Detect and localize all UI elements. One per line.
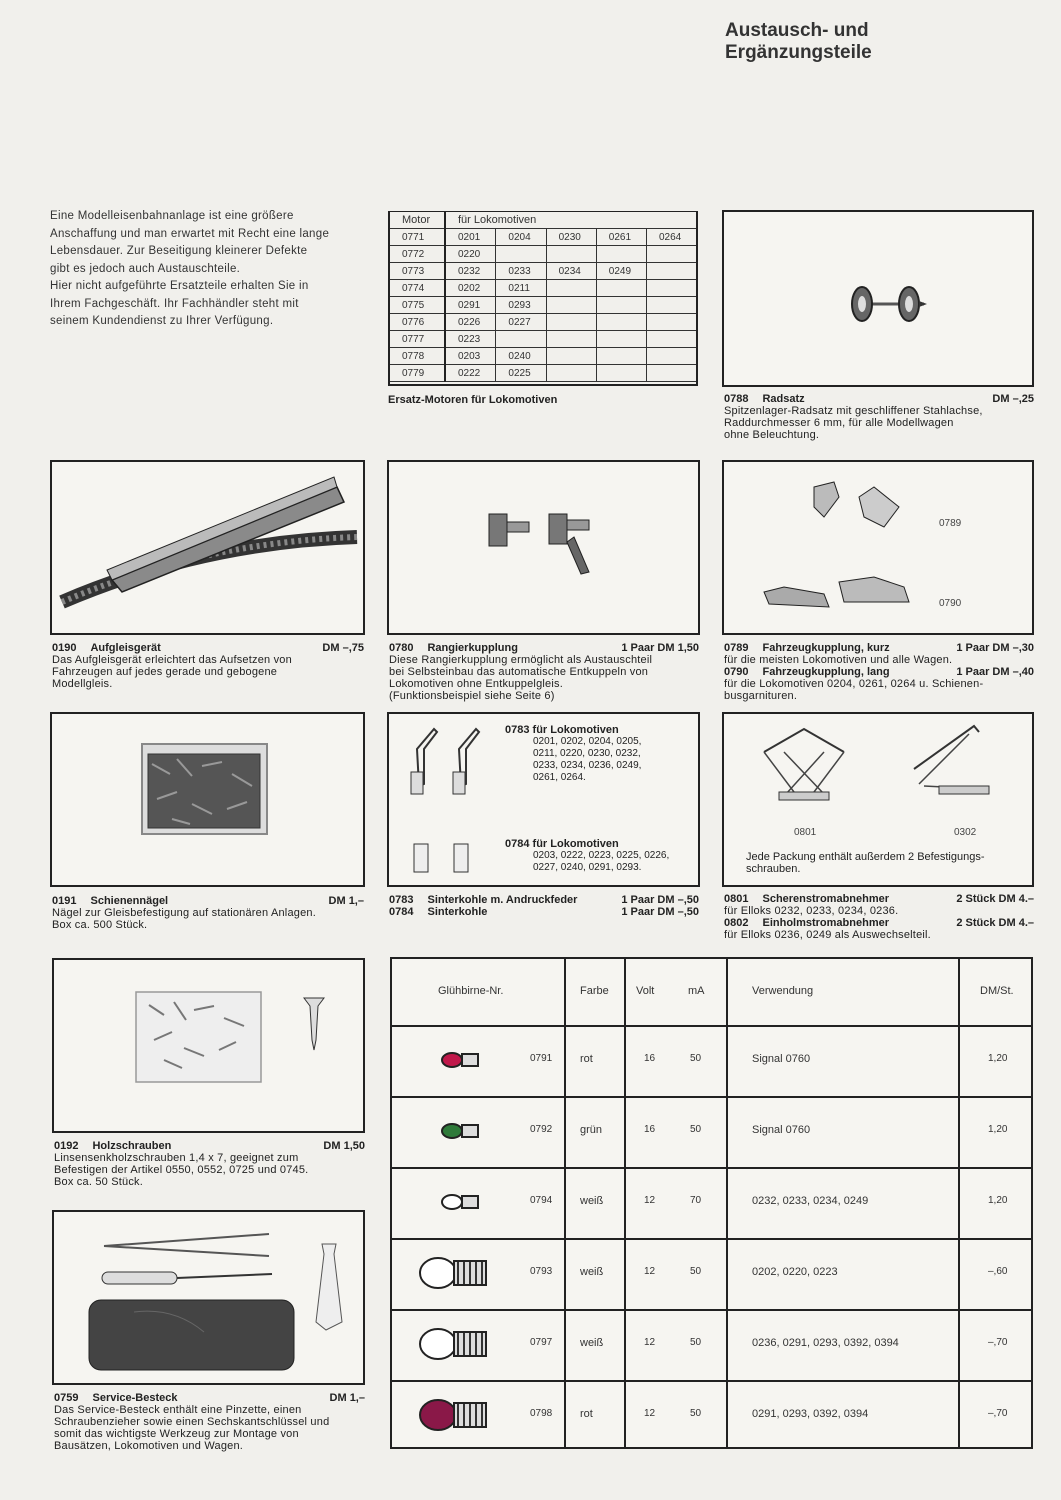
table-cell: 0232 [445, 263, 496, 280]
table-cell: 0225 [496, 365, 546, 382]
table-row [392, 1096, 1031, 1169]
table-cell: –,70 [988, 1408, 1008, 1419]
vehicle-coupler-image-frame [722, 460, 1034, 635]
table-row [392, 1025, 1031, 1098]
table-cell: 0293 [496, 297, 546, 314]
table-cell [546, 246, 596, 263]
wood-screws-image-frame [52, 958, 365, 1133]
table-cell [496, 331, 546, 348]
shunting-coupler-image [389, 462, 698, 633]
table-cell: 0249 [596, 263, 646, 280]
table-cell: 0220 [445, 246, 496, 263]
block-0783: 0783 für Lokomotiven 0201, 0202, 0204, 0205, 0211, 0220, 0230, 0232, 0233, 0234, 0236, 0249, 0261, 0264. [505, 724, 642, 783]
track-nails-image-frame [50, 712, 365, 887]
table-cell: 16 [644, 1053, 656, 1064]
product-0789-0790: 0789 Fahrzeugkupplung, kurz 1 Paar DM –,30 für die meisten Lokomotiven und alle Wagen. 0790 Fahrzeugkupplung, lang 1 Paar DM –,40 für die Lokomotiven 0204, 0261, 0264 u. Schienen- busgarnituren. [724, 642, 1034, 702]
table-cell: 0261 [596, 229, 646, 246]
product-0192: 0192 Holzschrauben DM 1,50 Linsensenkholzschrauben 1,4 x 7, geeignet zum Befestigen der Artikel 0550, 0552, 0725 und 0745. Box ca. 50 Stück. [54, 1140, 365, 1188]
table-cell: 1,20 [988, 1124, 1008, 1135]
table-cell [546, 348, 596, 365]
table-cell [596, 365, 646, 382]
pantograph-note: Jede Packung enthält außerdem 2 Befestigungs- schrauben. [746, 851, 985, 875]
table-cell [646, 297, 696, 314]
table-row [390, 280, 696, 297]
intro-text: Eine Modelleisenbahnanlage ist eine größere Anschaffung und man erwartet mit Recht eine lange Lebensdauer. Zur Beseitigung kleinerer Defekte gibt es jedoch auch Austauschteile. Hier nicht aufgeführte Ersatzteile erhalten Sie in Ihrem Fachgeschäft. Ihr Fachhändler steht mit seinem Kundendienst zu Ihrer Verfügung. [50, 210, 330, 327]
product-0780: 0780 Rangierkupplung 1 Paar DM 1,50 Diese Rangierkupplung ermöglicht als Austauschteil bei Selbsteinbau das automatische Entkuppeln von Lokomotiven ohne Entkuppelgleis. (Funktionsbeispiel siehe Seite 6) [389, 642, 699, 702]
bulb-table-header: Glühbirne-Nr. Farbe Volt mA Verwendung DM/St. [392, 959, 1031, 1027]
table-cell: 0226 [445, 314, 496, 331]
label-0789: 0789 [939, 518, 962, 529]
table-cell: 0203 [445, 348, 496, 365]
table-cell: Signal 0760 [752, 1053, 811, 1065]
table-cell [646, 314, 696, 331]
table-cell: 0264 [646, 229, 696, 246]
bulb-icon [412, 1177, 502, 1227]
table-cell [546, 297, 596, 314]
table-row [390, 297, 696, 314]
bulb-icon [412, 1035, 502, 1085]
table-header: Motor für Lokomotiven [390, 212, 696, 229]
table-cell [646, 263, 696, 280]
product-0788: 0788 Radsatz DM –,25 Spitzenlager-Radsatz mit geschliffener Stahlachse, Raddurchmesser 6 mm, für alle Modellwagen ohne Beleuchtung. [724, 393, 1034, 441]
table-cell [646, 331, 696, 348]
table-cell: 0797 [530, 1337, 553, 1348]
table-row [392, 1380, 1031, 1451]
table-cell: 50 [690, 1124, 702, 1135]
label-0790: 0790 [939, 598, 962, 609]
table-cell: 0771 [390, 229, 445, 246]
bulb-icon [412, 1106, 502, 1156]
carbon-brush-image [389, 714, 509, 885]
table-cell: Signal 0760 [752, 1124, 811, 1136]
table-cell [496, 246, 546, 263]
table-cell: 12 [644, 1266, 656, 1277]
table-cell [596, 331, 646, 348]
table-cell: 0204 [496, 229, 546, 246]
table-cell [546, 331, 596, 348]
table-cell: 0227 [496, 314, 546, 331]
wheelset-image [724, 212, 1032, 385]
rerailer-image-frame [50, 460, 365, 635]
table-cell: 0236, 0291, 0293, 0392, 0394 [752, 1337, 899, 1349]
table-cell: 0792 [530, 1124, 553, 1135]
label-0302: 0302 [954, 827, 977, 838]
table-row [390, 229, 696, 246]
wheelset-image-frame [722, 210, 1034, 387]
table-cell: 50 [690, 1408, 702, 1419]
table-cell: 0772 [390, 246, 445, 263]
table-row [390, 263, 696, 280]
bulb-icon [412, 1319, 502, 1369]
table-cell: 12 [644, 1195, 656, 1206]
shunting-coupler-image-frame [387, 460, 700, 635]
table-cell: –,70 [988, 1337, 1008, 1348]
table-row [390, 348, 696, 365]
table-cell: rot [580, 1053, 593, 1065]
carbon-brush-image-frame [387, 712, 700, 887]
table-cell: 0791 [530, 1053, 553, 1064]
table-cell: 0778 [390, 348, 445, 365]
bulb-icon [412, 1248, 502, 1298]
table-cell: 0211 [496, 280, 546, 297]
table-row [390, 246, 696, 263]
label-0801: 0801 [794, 827, 817, 838]
table-row [390, 365, 696, 382]
service-kit-image-frame [52, 1210, 365, 1385]
table-cell: 0779 [390, 365, 445, 382]
table-cell: 50 [690, 1337, 702, 1348]
table-row [392, 1238, 1031, 1311]
table-cell: 0201 [445, 229, 496, 246]
table-cell [546, 280, 596, 297]
table-cell: 0230 [546, 229, 596, 246]
table-cell: 0775 [390, 297, 445, 314]
table-cell: 1,20 [988, 1195, 1008, 1206]
table-cell [596, 280, 646, 297]
pantograph-image [724, 714, 1032, 834]
table-cell: 0240 [496, 348, 546, 365]
table-cell: 0793 [530, 1266, 553, 1277]
wood-screws-image [54, 960, 363, 1131]
table-cell: 0776 [390, 314, 445, 331]
rerailer-image [52, 462, 363, 633]
table-cell [546, 314, 596, 331]
table-cell [646, 365, 696, 382]
table-cell: 70 [690, 1195, 702, 1206]
table-cell: 0202, 0220, 0223 [752, 1266, 838, 1278]
motor-table [388, 211, 698, 386]
product-0783-0784: 0783 Sinterkohle m. Andruckfeder 1 Paar DM –,50 0784 Sinterkohle 1 Paar DM –,50 [389, 894, 699, 918]
table-cell [546, 365, 596, 382]
table-cell [596, 246, 646, 263]
table-cell: 0291, 0293, 0392, 0394 [752, 1408, 869, 1420]
table-cell: 0234 [546, 263, 596, 280]
table-cell: 1,20 [988, 1053, 1008, 1064]
product-0190: 0190 Aufgleisgerät DM –,75 Das Aufgleisgerät erleichtert das Aufsetzen von Fahrzeugen auf jedes gerade und gebogene Modellgleis. [52, 642, 364, 690]
table-cell: 0774 [390, 280, 445, 297]
table-cell: 0222 [445, 365, 496, 382]
table-cell [596, 314, 646, 331]
table-cell: 0232, 0233, 0234, 0249 [752, 1195, 869, 1207]
table-cell: grün [580, 1124, 603, 1136]
table-row [390, 314, 696, 331]
track-nails-image [52, 714, 363, 885]
page-title: Austausch- und Ergänzungsteile [725, 20, 872, 63]
table-row [392, 1309, 1031, 1382]
motor-table-caption: Ersatz-Motoren für Lokomotiven [388, 394, 558, 406]
table-row [392, 1167, 1031, 1240]
table-cell [596, 297, 646, 314]
table-cell: weiß [580, 1337, 604, 1349]
bulb-icon [412, 1390, 502, 1440]
table-cell: weiß [580, 1266, 604, 1278]
table-cell: 0291 [445, 297, 496, 314]
table-cell: 0777 [390, 331, 445, 348]
bulb-table [390, 957, 1033, 1449]
table-cell: 0233 [496, 263, 546, 280]
vehicle-coupler-image [724, 462, 1032, 633]
table-cell: –,60 [988, 1266, 1008, 1277]
table-cell [596, 348, 646, 365]
table-cell [646, 280, 696, 297]
service-kit-image [54, 1212, 363, 1383]
table-cell [646, 348, 696, 365]
table-cell: 12 [644, 1337, 656, 1348]
table-row [390, 331, 696, 348]
table-cell: rot [580, 1408, 593, 1420]
table-cell: 50 [690, 1053, 702, 1064]
table-cell: 0773 [390, 263, 445, 280]
product-0801-0802: 0801 Scherenstromabnehmer 2 Stück DM 4.– für Elloks 0232, 0233, 0234, 0236. 0802 Einholmstromabnehmer 2 Stück DM 4.– für Elloks 0236, 0249 als Auswechselteil. [724, 893, 1034, 941]
table-cell: 12 [644, 1408, 656, 1419]
table-cell: 0223 [445, 331, 496, 348]
block-0784: 0784 für Lokomotiven 0203, 0222, 0223, 0225, 0226, 0227, 0240, 0291, 0293. [505, 838, 670, 873]
table-cell: 0202 [445, 280, 496, 297]
table-cell [646, 246, 696, 263]
table-cell: 0794 [530, 1195, 553, 1206]
product-0759: 0759 Service-Besteck DM 1,– Das Service-Besteck enthält eine Pinzette, einen Schraubenzieher sowie einen Sechskantschlüssel und somit das wichtigste Werkzeug zur Montage von Bausätzen, Lokomotiven und Wagen. [54, 1392, 365, 1452]
table-cell: 50 [690, 1266, 702, 1277]
table-cell: 16 [644, 1124, 656, 1135]
product-0191: 0191 Schienennägel DM 1,– Nägel zur Gleisbefestigung auf stationären Anlagen. Box ca. 500 Stück. [52, 895, 364, 931]
pantograph-image-frame [722, 712, 1034, 887]
table-cell: 0798 [530, 1408, 553, 1419]
table-cell: weiß [580, 1195, 604, 1207]
